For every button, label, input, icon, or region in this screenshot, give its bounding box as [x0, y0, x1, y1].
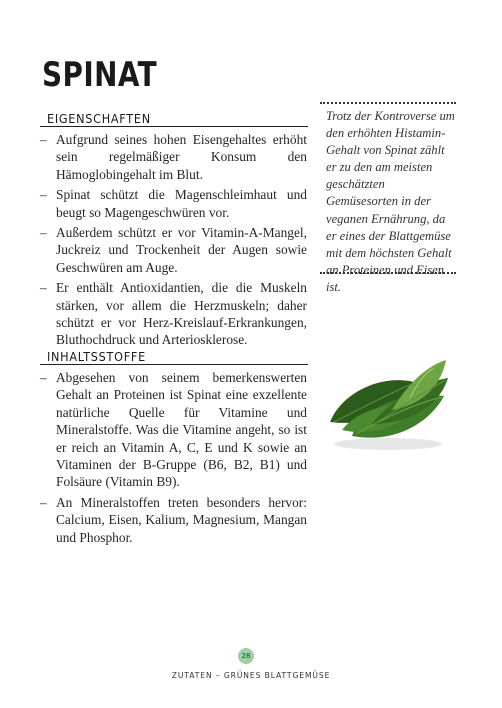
page-number-badge: 28	[238, 648, 254, 664]
aside-bottom-divider	[320, 272, 456, 274]
page-title: SPINAT	[42, 55, 158, 95]
aside-note: Trotz der Kontroverse um den erhöhten Histamin-Gehalt von Spinat zählt er zu den am meisten geschätzten Gemüsesorten in der veganen Ernährung, da er eines der Blattgemüse mit dem höchsten Gehalt an Proteinen und Eisen ist.	[326, 109, 455, 294]
footer-running-title: ZUTATEN – GRÜNES BLATTGEMÜSE	[171, 671, 331, 680]
section-rule	[40, 126, 308, 127]
list-item: – Spinat schützt die Magenschleimhaut und beugt so Magengeschwüren vor.	[40, 186, 307, 221]
aside-top-divider	[320, 102, 456, 104]
inhaltsstoffe-list	[40, 369, 307, 549]
spinach-leaves-image	[322, 352, 452, 452]
list-item: – Er enthält Antioxidantien, die die Muskeln stärken, vor allem die Herzmuskeln; daher schützt er vor Herz-Kreislauf-Erkrankungen, Bluthochdruck und Arteriosklerose.	[40, 279, 307, 349]
list-item: – Außerdem schützt er vor Vitamin-A-Mangel, Juckreiz und Trockenheit der Augen sowie Geschwüren am Auge.	[40, 224, 307, 276]
eigenschaften-list	[40, 131, 307, 352]
list-item: – Abgesehen von seinem bemerkenswerten Gehalt an Proteinen ist Spinat eine exzellente natürliche Quelle für Vitamine und Mineralstoffe. Was die Vitamine angeht, so ist er reich an Vitamin A, C, E und K sowie an Vitaminen der B-Gruppe (B6, B2, B1) und Folsäure (Vitamin B9).	[40, 369, 307, 491]
section-heading-eigenschaften: EIGENSCHAFTEN	[47, 111, 151, 126]
section-heading-inhaltsstoffe: INHALTSSTOFFE	[47, 349, 146, 364]
list-item: – An Mineralstoffen treten besonders hervor: Calcium, Eisen, Kalium, Magnesium, Mangan und Phosphor.	[40, 494, 307, 546]
list-item: – Aufgrund seines hohen Eisengehaltes erhöht sein regelmäßiger Konsum den Hämoglobingehalt im Blut.	[40, 131, 307, 183]
section-rule	[40, 364, 308, 365]
